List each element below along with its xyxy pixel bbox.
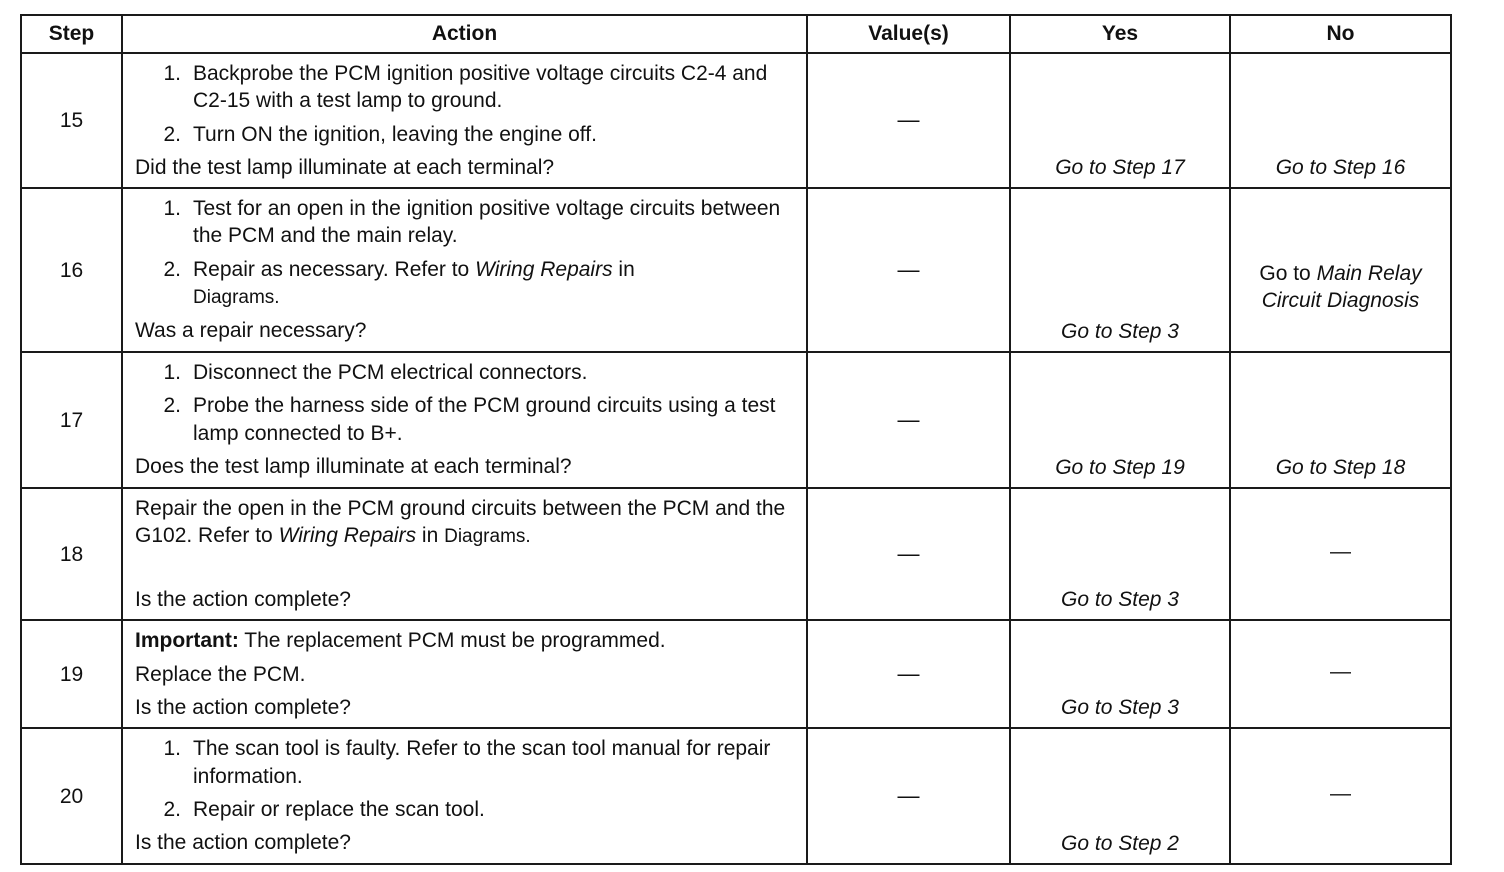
step-number: 17: [21, 352, 122, 488]
wiring-repairs-reference: Wiring Repairs: [278, 524, 417, 548]
action-list-item: 1. Test for an open in the ignition positive voltage circuits between the PCM and the main relay.: [163, 197, 781, 248]
yes-outcome: Go to Step 3: [1010, 188, 1230, 352]
no-outcome: —: [1230, 728, 1451, 864]
yes-outcome: Go to Step 3: [1010, 488, 1230, 620]
table-row: [21, 188, 1451, 352]
step-number: 16: [21, 188, 122, 352]
header-row: [21, 15, 1451, 53]
value-cell: —: [807, 188, 1010, 352]
no-outcome: —: [1230, 620, 1451, 728]
table-row: [21, 352, 1451, 488]
table-row: [21, 728, 1451, 864]
yes-outcome: Go to Step 17: [1010, 53, 1230, 188]
step-number: 20: [21, 728, 122, 864]
action-list-item: 2. Probe the harness side of the PCM ground circuits using a test lamp connected to B+.: [163, 394, 776, 445]
value-cell: —: [807, 620, 1010, 728]
header-no: No: [1230, 15, 1451, 53]
no-outcome: Go to Step 16: [1230, 53, 1451, 188]
step-number: 19: [21, 620, 122, 728]
action-question: Was a repair necessary?: [135, 318, 367, 342]
action-list-item: 1. The scan tool is faulty. Refer to the scan tool manual for repair information.: [163, 737, 771, 788]
value-cell: —: [807, 728, 1010, 864]
action-cell: [122, 53, 807, 188]
table-row: [21, 620, 1451, 728]
action-text: Replace the PCM.: [135, 662, 306, 686]
action-cell: [122, 352, 807, 488]
value-cell: —: [807, 352, 1010, 488]
action-cell: [122, 620, 807, 728]
action-cell: [122, 728, 807, 864]
action-text: Repair the open in the PCM ground circuits between the PCM and the G102. Refer to Wiring Repairs in Diagrams.: [135, 497, 786, 548]
yes-outcome: Go to Step 2: [1010, 728, 1230, 864]
header-step: Step: [21, 15, 122, 53]
action-list-item: 2. Repair or replace the scan tool.: [163, 797, 485, 821]
action-list-item: 1. Backprobe the PCM ignition positive voltage circuits C2-4 and C2-15 with a test lamp to ground.: [163, 62, 768, 113]
action-cell: [122, 188, 807, 352]
action-list-item: 2. Turn ON the ignition, leaving the engine off.: [163, 122, 597, 146]
table-row: [21, 488, 1451, 620]
wiring-repairs-reference: Wiring Repairs: [475, 257, 613, 281]
action-question: Does the test lamp illuminate at each terminal?: [135, 455, 572, 479]
action-cell: [122, 488, 807, 620]
step-number: 15: [21, 53, 122, 188]
step-number: 18: [21, 488, 122, 620]
action-list-item: 1. Disconnect the PCM electrical connectors.: [163, 361, 588, 385]
header-yes: Yes: [1010, 15, 1230, 53]
action-question: Is the action complete?: [135, 831, 351, 855]
no-outcome: —: [1230, 488, 1451, 620]
header-action: Action: [122, 15, 807, 53]
no-outcome: Go to Step 18: [1230, 352, 1451, 488]
important-note: Important: The replacement PCM must be programmed.: [135, 629, 666, 653]
action-question: Did the test lamp illuminate at each terminal?: [135, 155, 555, 179]
action-list-item: 2. Repair as necessary. Refer to Wiring Repairs in Diagrams.: [163, 257, 635, 309]
diagnostic-table: [20, 14, 1452, 865]
table-row: [21, 53, 1451, 188]
yes-outcome: Go to Step 3: [1010, 620, 1230, 728]
header-values: Value(s): [807, 15, 1010, 53]
action-question: Is the action complete?: [135, 696, 351, 720]
action-question: Is the action complete?: [135, 588, 351, 612]
value-cell: —: [807, 488, 1010, 620]
no-outcome: Go to Main Relay Circuit Diagnosis: [1230, 188, 1451, 352]
value-cell: —: [807, 53, 1010, 188]
yes-outcome: Go to Step 19: [1010, 352, 1230, 488]
